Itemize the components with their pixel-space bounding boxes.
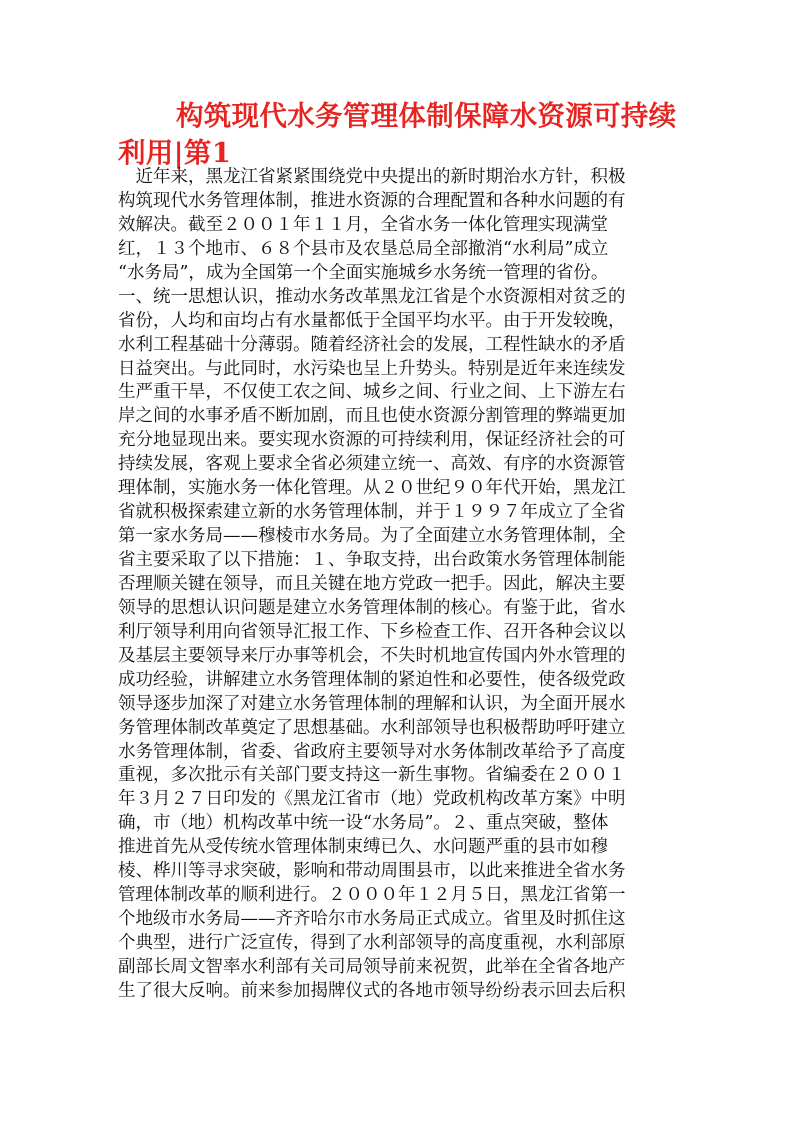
body-line: 持续发展，客观上要求全省必须建立统一、高效、有序的水资源管 — [118, 454, 626, 475]
body-line: 水利工程基础十分薄弱。随着经济社会的发展，工程性缺水的矛盾 — [118, 334, 626, 355]
body-line: 及基层主要领导来厅办事等机会，不失时机地宣传国内外水管理的 — [118, 645, 626, 666]
body-line: 省份，人均和亩均占有水量都低于全国平均水平。由于开发较晚， — [118, 310, 626, 331]
body-line: 理体制，实施水务一体化管理。从２０世纪９０年代开始，黑龙江 — [118, 478, 626, 499]
body-line: 管理体制改革的顺利进行。２０００年１２月５日，黑龙江省第一 — [118, 885, 626, 906]
body-line: 第一家水务局——穆棱市水务局。为了全面建立水务管理体制，全 — [118, 526, 626, 547]
body-line: 领导的思想认识问题是建立水务管理体制的核心。有鉴于此，省水 — [118, 597, 626, 618]
body-line: 副部长周文智率水利部有关司局领导前来祝贺，此举在全省各地产 — [118, 956, 626, 977]
body-line: 效解决。截至２００１年１１月，全省水务一体化管理实现满堂 — [118, 214, 608, 235]
body-line: 岸之间的水事矛盾不断加剧，而且也使水资源分割管理的弊端更加 — [118, 406, 626, 427]
body-line: 棱、桦川等寻求突破，影响和带动周围县市，以此来推进全省水务 — [118, 861, 626, 882]
body-line: 近年来，黑龙江省紧紧围绕党中央提出的新时期治水方针，积极 — [118, 167, 626, 187]
body-line: 个地级市水务局——齐齐哈尔市水务局正式成立。省里及时抓住这 — [118, 909, 626, 930]
body-line: 省就积极探索建立新的水务管理体制，并于１９９７年成立了全省 — [118, 502, 626, 523]
body-line: 成功经验，讲解建立水务管理体制的紧迫性和必要性，使各级党政 — [118, 669, 626, 690]
body-line: 生了很大反响。前来参加揭牌仪式的各地市领导纷纷表示回去后积 — [118, 980, 626, 1001]
body-line: “水务局”，成为全国第一个全面实施城乡水务统一管理的省份。 — [118, 262, 609, 283]
body-line: 充分地显现出来。要实现水资源的可持续利用，保证经济社会的可 — [118, 430, 626, 451]
body-line: 领导逐步加深了对建立水务管理体制的理解和认识，为全面开展水 — [118, 693, 626, 714]
body-line: 省主要采取了以下措施：１、争取支持，出台政策水务管理体制能 — [118, 550, 626, 570]
body-line: 构筑现代水务管理体制，推进水资源的合理配置和各种水问题的有 — [118, 190, 626, 211]
body-line: 重视，多次批示有关部门要支持这一新生事物。省编委在２００１ — [118, 765, 626, 786]
body-line: 否理顺关键在领导，而且关键在地方党政一把手。因此，解决主要 — [118, 573, 626, 594]
body-line: 确，市（地）机构改革中统一设“水务局”。２、重点突破，整体 — [118, 813, 609, 834]
document-title: 构筑现代水务管理体制保障水资源可持续利用|第1 — [118, 100, 677, 169]
body-line: 年３月２７日印发的《黑龙江省市（地）党政机构改革方案》中明 — [118, 789, 626, 810]
body-line: 日益突出。与此同时，水污染也呈上升势头。特别是近年来连续发 — [118, 358, 626, 379]
body-line: 利厅领导利用向省领导汇报工作、下乡检查工作、召开各种会议以 — [118, 621, 626, 642]
body-line: 红，１３个地市、６８个县市及农垦总局全部撤消“水利局”成立 — [118, 238, 609, 259]
body-line: 务管理体制改革奠定了思想基础。水利部领导也积极帮助呼吁建立 — [118, 717, 626, 738]
document-body — [118, 166, 678, 1004]
body-line: 一、统一思想认识，推动水务改革黑龙江省是个水资源相对贫乏的 — [118, 286, 626, 307]
body-line: 生严重干旱，不仅使工农之间、城乡之间、行业之间、上下游左右 — [118, 382, 626, 403]
body-line: 推进首先从受传统水管理体制束缚已久、水问题严重的县市如穆 — [118, 837, 608, 858]
body-line: 个典型，进行广泛宣传，得到了水利部领导的高度重视，水利部原 — [118, 933, 626, 953]
body-line: 水务管理体制，省委、省政府主要领导对水务体制改革给予了高度 — [118, 741, 626, 762]
